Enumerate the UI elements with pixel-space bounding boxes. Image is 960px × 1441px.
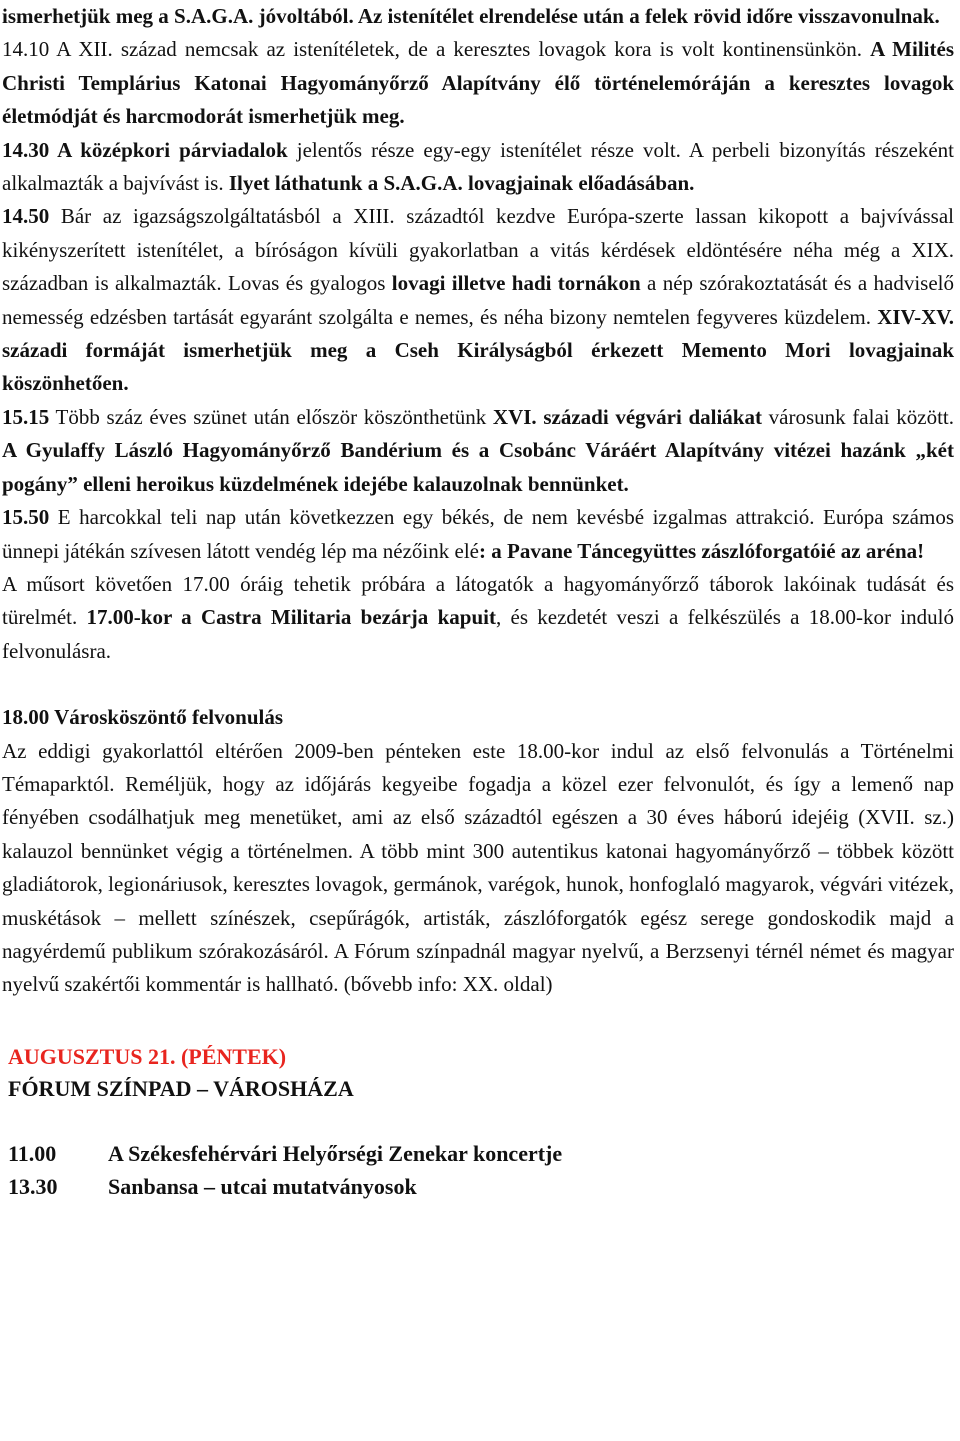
- text-1515-body2: városunk falai között.: [761, 404, 955, 429]
- text-1515-body: Több száz éves szünet után először köszönthetünk: [49, 404, 493, 429]
- text-1450-time: 14.50: [2, 204, 50, 229]
- program-title: A Székesfehérvári Helyőrségi Zenekar koncertje: [108, 1140, 563, 1166]
- paragraph-1430: [2, 134, 954, 201]
- paragraph-1800: [2, 701, 954, 1002]
- text-1450-body2: a nép szórakoztatását és a hadviselő nemesség edzésben tartását egyaránt szolgálta e nemes, és néha bizony nemtelen fegyveres küzdelem.: [2, 271, 954, 329]
- text-1515-bold1: XVI. századi végvári daliákat: [492, 404, 762, 429]
- text-1450-bold1: lovagi illetve hadi tornákon: [391, 271, 641, 296]
- text-1450-body: Bár az igazságszolgáltatásból a XIII. századtól kezdve Európa-szerte lassan kikopott a bajvívással kikényszerített istenítélet, a bíróságon kívüli gyakorlatban a vitás kérdések eldöntésére néha még a XIX. században is alkalmazták. Lovas és gyalogos: [2, 204, 954, 296]
- text-1430-bold: Ilyet láthatunk a S.A.G.A. lovagjainak előadásában.: [228, 171, 695, 196]
- program-title: Sanbansa – utcai mutatványosok: [108, 1173, 417, 1199]
- paragraph-intro: [2, 0, 954, 33]
- text-1700-body: A műsort követően 17.00 óráig tehetik próbára a látogatók a hagyományőrző táborok lakóinak tudását és türelmét.: [2, 571, 954, 630]
- day-heading: AUGUSZTUS 21. (PÉNTEK): [8, 1043, 287, 1069]
- program-row: [8, 1137, 954, 1170]
- text-1430-body: jelentős része egy-egy istenítélet része volt. A perbeli bizonyítás részeként alkalmazták a bajvívást is.: [2, 137, 954, 196]
- text-1515-bold2: A Gyulaffy László Hagyományőrző Bandérium és a Csobánc Váráért Alapítvány vitézei hazánk „két pogány” elleni heroikus küzdelmének idejébe kalauzolnak bennünket.: [2, 438, 954, 496]
- text-1410-bold: A Milités Christi Templárius Katonai Hagyományőrző Alapítvány élő történelemóráján a keresztes lovagok életmódját és harcmodorát ismerhetjük meg.: [2, 37, 954, 129]
- program-row: [8, 1170, 954, 1203]
- text-1515-time: 15.15: [2, 404, 50, 429]
- venue-heading: FÓRUM SZÍNPAD – VÁROSHÁZA: [8, 1075, 354, 1101]
- program-time: 11.00: [8, 1140, 57, 1166]
- spacer: [2, 668, 954, 701]
- intro-text: ismerhetjük meg a S.A.G.A. jóvoltából. Az istenítélet elrendelése után a felek rövid időre visszavonulnak.: [2, 4, 940, 28]
- paragraph-1410: [2, 33, 954, 133]
- text-1550-bold: : a Pavane Táncegyüttes zászlóforgatóié az aréna!: [479, 538, 925, 563]
- paragraph-1550: [2, 501, 954, 568]
- text-1430-title: 14.30 A középkori párviadalok: [2, 137, 288, 162]
- program-time: 13.30: [8, 1173, 58, 1199]
- spacer: [2, 1002, 954, 1035]
- text-1410-intro: 14.10 A XII. század nemcsak az istenítéletek, de a keresztes lovagok kora is volt kontinensünkön.: [2, 37, 871, 62]
- text-1700-bold: 17.00-kor a Castra Militaria bezárja kapuit: [86, 605, 496, 630]
- paragraph-1515: [2, 401, 954, 501]
- text-1550-body: E harcokkal teli nap után következzen egy békés, de nem kevésbé izgalmas attrakció. Európa számos ünnepi játékán szívesen látott vendég lép ma nézőink elé: [2, 505, 954, 563]
- text-1800-body: Az eddigi gyakorlattól eltérően 2009-ben pénteken este 18.00-kor indul az első felvonulás a Történelmi Témaparktól. Reméljük, hogy az időjárás kegyeibe fogadja a közel ezer felvonulót, és így a lemenő nap fényében csodálhatjuk meg menetüket, ami az első századtól egészen a 30 éves háború idejéig (XVII. sz.) kalauzol bennünket végig a történelmen. A több mint 300 autentikus katonai hagyományőrző – többek között gladiátorok, legionáriusok, keresztes lovagok, germánok, varégok, hunok, honfoglaló magyarok, végvári vitézek, muskétások – mellett színészek, csepűrágók, artisták, zászlóforgatók egész serege gondoskodik majd a nagyérdemű publikum szórakozásáról. A Fórum színpadnál magyar nyelvű, a Berzsenyi térnél német és magyar nyelvű szakértői kommentár is hallható. (bővebb info: XX. oldal): [2, 738, 954, 997]
- text-1700-body2: , és kezdetét veszi a felkészülés a 18.00-kor induló felvonulásra.: [2, 605, 954, 663]
- paragraph-1450: [2, 200, 954, 400]
- text-1450-bold2: XIV-XV. századi formáját ismerhetjük meg a Cseh Királyságból érkezett Memento Mori lovagjainak köszönhetően.: [2, 304, 954, 396]
- section-heading-1800: 18.00 Városköszöntő felvonulás: [2, 705, 284, 730]
- paragraph-1700: [2, 568, 954, 668]
- text-1550-time: 15.50: [2, 505, 50, 530]
